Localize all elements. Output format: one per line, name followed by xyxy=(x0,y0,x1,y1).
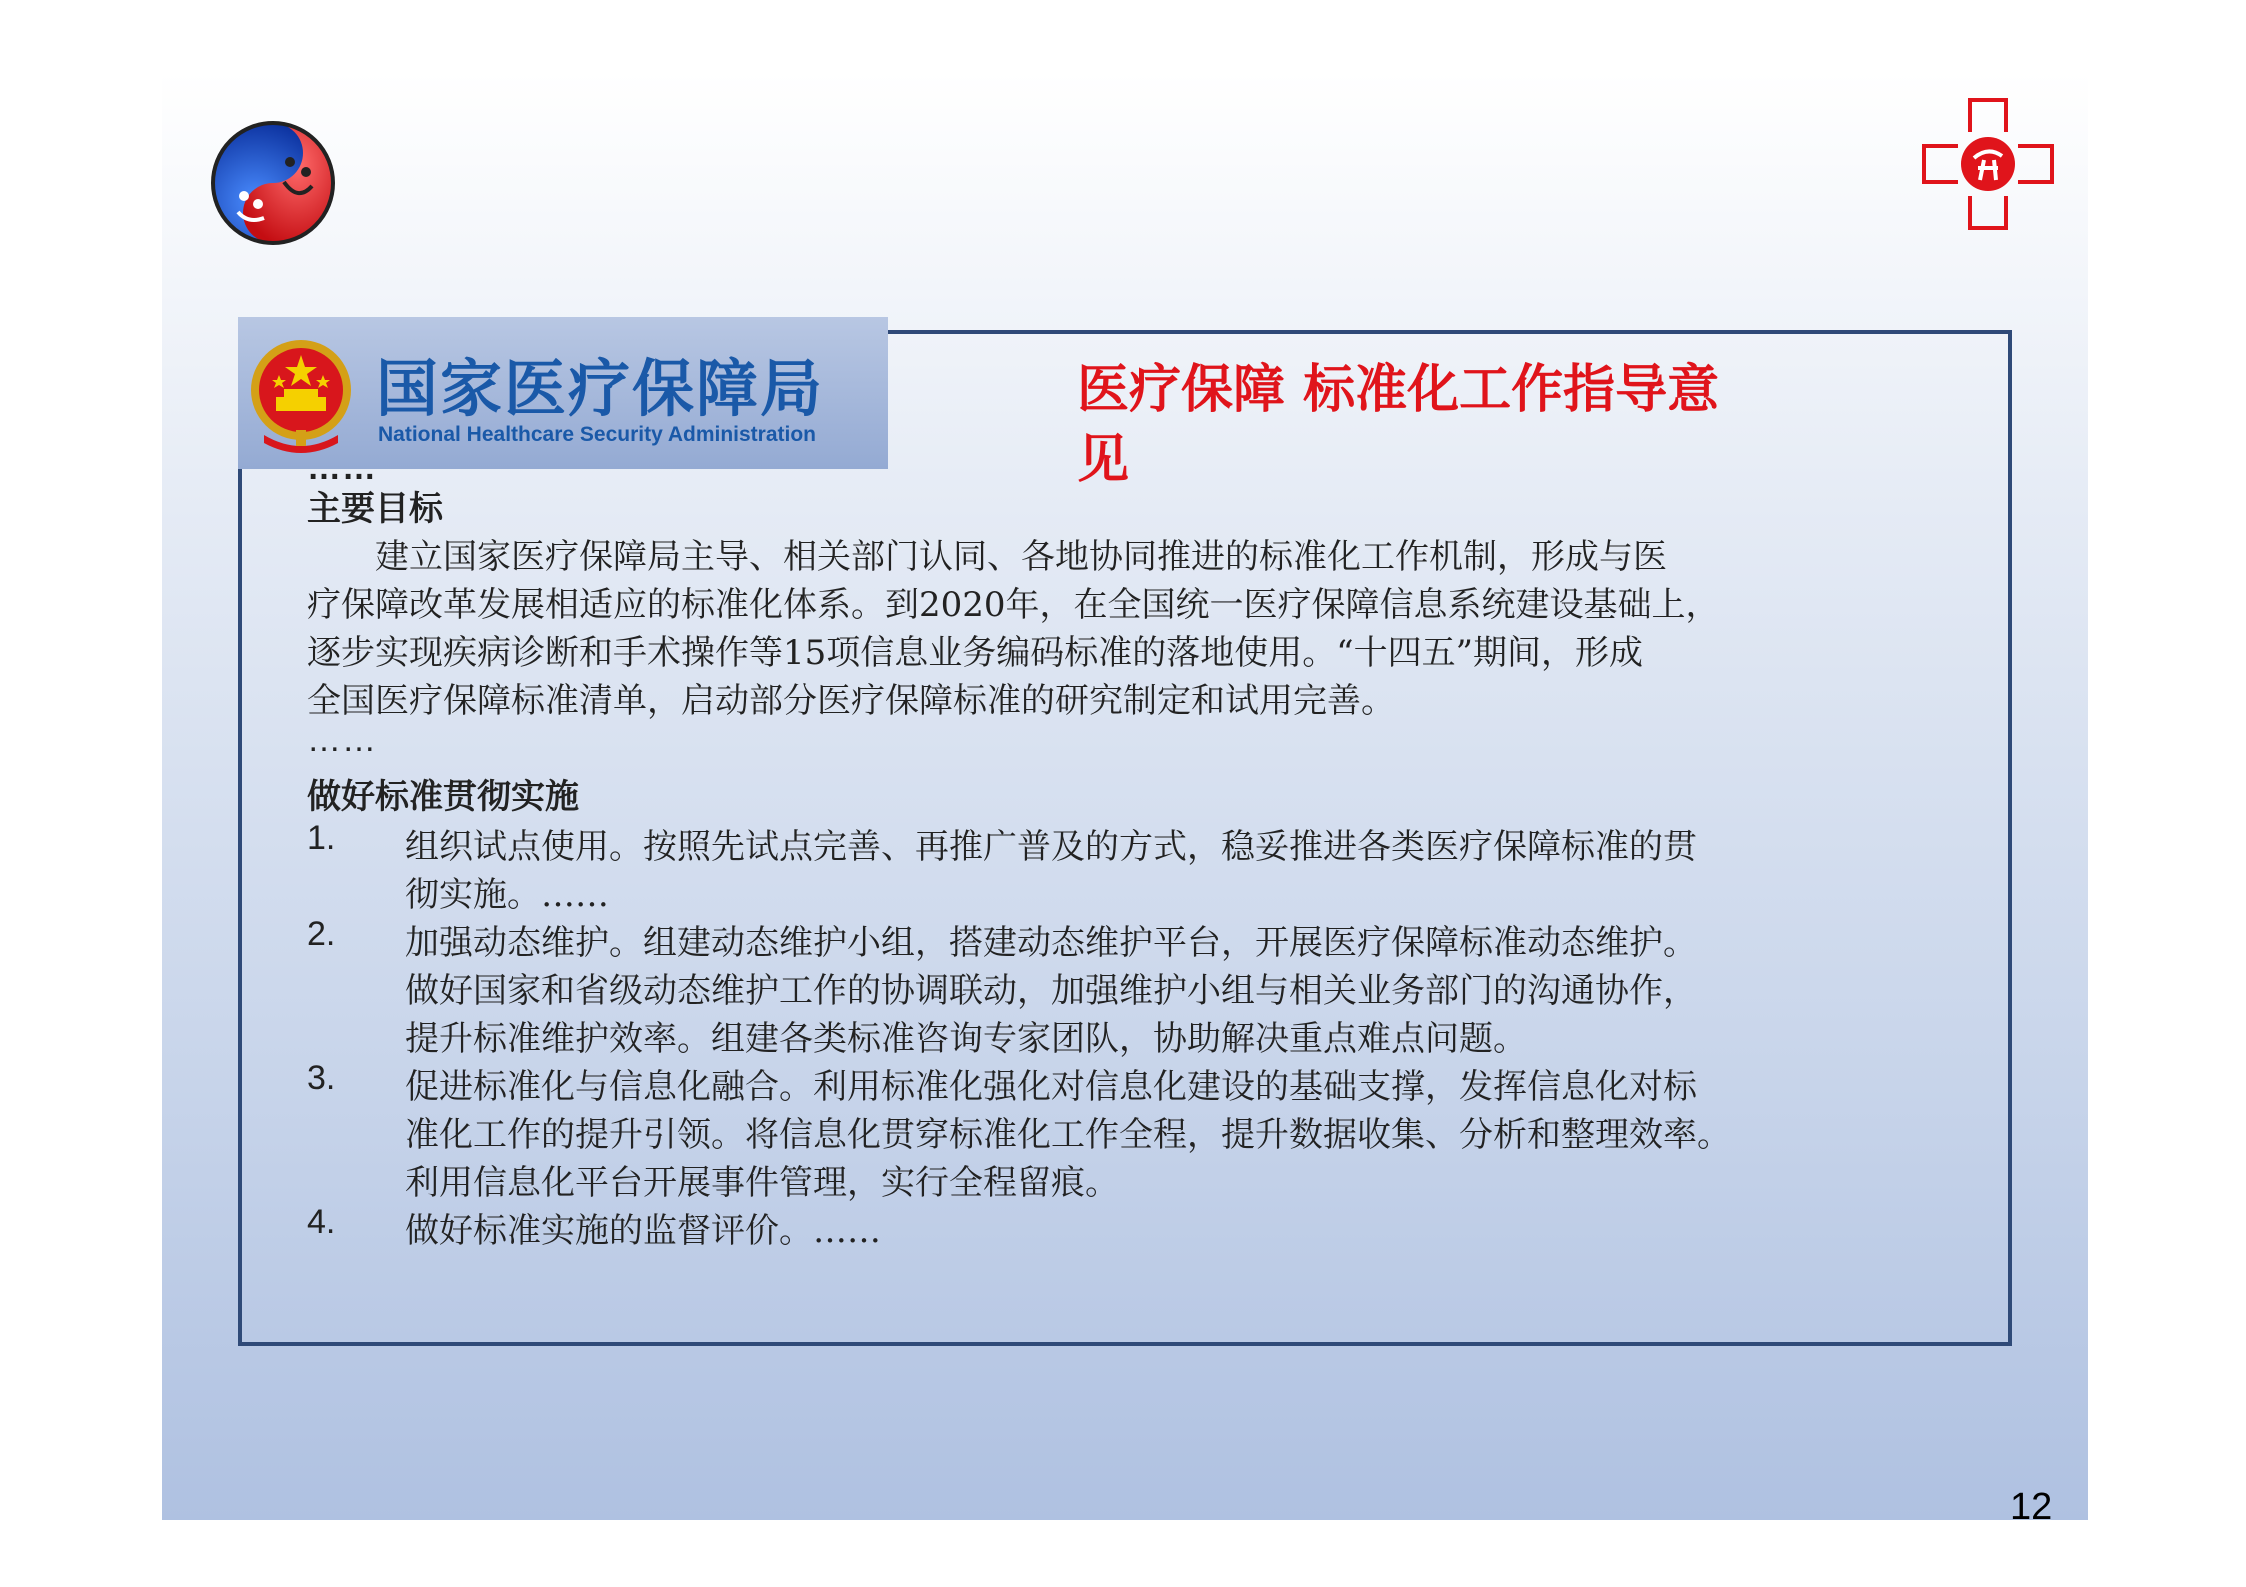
document-title xyxy=(1077,355,1837,495)
goals-heading: 主要目标 xyxy=(307,489,443,529)
national-emblem-icon xyxy=(246,335,356,453)
goals-line: 逐步实现疾病诊断和手术操作等15项信息业务编码标准的落地使用。“十四五”期间，形成 xyxy=(307,633,1644,673)
ellipsis-top: …… xyxy=(307,449,377,487)
list-item-line: 促进标准化与信息化融合。利用标准化强化对信息化建设的基础支撑，发挥信息化对标 xyxy=(405,1067,1697,1107)
list-item-line: 做好标准实施的监督评价。…… xyxy=(405,1211,881,1251)
list-item-line: 组织试点使用。按照先试点完善、再推广普及的方式，稳妥推进各类医疗保障标准的贯 xyxy=(405,827,1697,867)
list-item-line: 利用信息化平台开展事件管理，实行全程留痕。 xyxy=(405,1163,1119,1203)
list-item-line: 提升标准维护效率。组建各类标准咨询专家团队，协助解决重点难点问题。 xyxy=(405,1019,1527,1059)
list-item-number: 2. xyxy=(307,915,336,953)
ellipsis-middle: …… xyxy=(307,721,377,759)
yinyang-smiley-logo-icon xyxy=(210,120,336,246)
list-item-number: 4. xyxy=(307,1203,336,1241)
goals-line: 疗保障改革发展相适应的标准化体系。到2020年，在全国统一医疗保障信息系统建设基础上， xyxy=(307,585,1720,625)
list-item-line: 彻实施。…… xyxy=(405,875,609,915)
agency-banner xyxy=(238,317,888,469)
list-item-line: 准化工作的提升引领。将信息化贯穿标准化工作全程，提升数据收集、分析和整理效率。 xyxy=(405,1115,1731,1155)
agency-name-cn: 国家医疗保障局 xyxy=(376,352,825,425)
goals-line: 建立国家医疗保障局主导、相关部门认同、各地协同推进的标准化工作机制，形成与医 xyxy=(307,537,1667,577)
list-item-number: 3. xyxy=(307,1059,336,1097)
agency-name-en: National Healthcare Security Administration xyxy=(378,423,816,446)
page-number: 12 xyxy=(2010,1486,2053,1528)
list-item-number: 1. xyxy=(307,819,336,857)
title-line-1: 医疗保障 标准化工作指导意 xyxy=(1077,360,1720,420)
medical-cross-logo-icon xyxy=(1918,94,2058,234)
slide xyxy=(162,72,2088,1520)
list-item-line: 加强动态维护。组建动态维护小组，搭建动态维护平台，开展医疗保障标准动态维护。 xyxy=(405,923,1697,963)
goals-line: 全国医疗保障标准清单，启动部分医疗保障标准的研究制定和试用完善。 xyxy=(307,681,1395,721)
title-line-2: 见 xyxy=(1077,430,1130,490)
implementation-heading: 做好标准贯彻实施 xyxy=(307,777,579,817)
list-item-line: 做好国家和省级动态维护工作的协调联动，加强维护小组与相关业务部门的沟通协作， xyxy=(405,971,1697,1011)
